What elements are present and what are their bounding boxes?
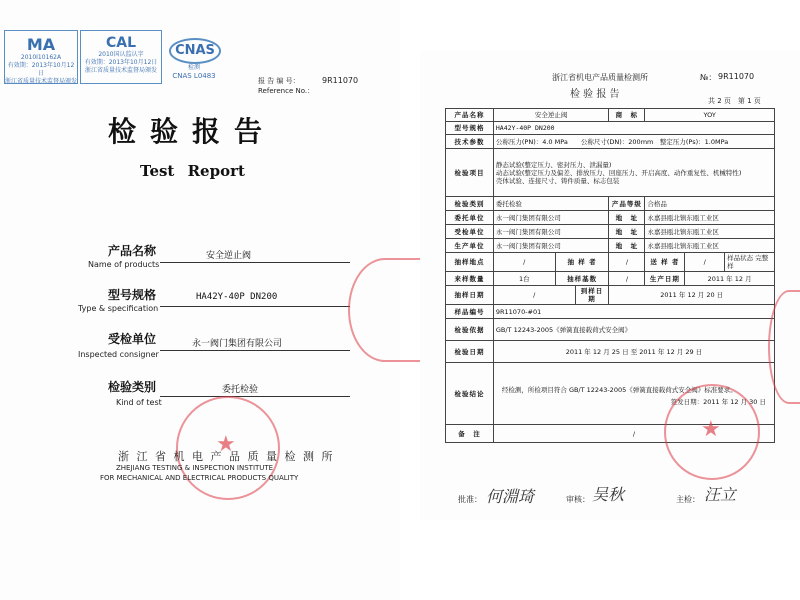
category-cell: 委托检验	[493, 197, 609, 211]
qty-cell: 1台	[493, 272, 555, 286]
sample-place-cell: /	[493, 253, 555, 272]
model-label: 型号规格	[108, 288, 157, 302]
institute-name-cn: 浙 江 省 机 电 产 品 质 量 检 测 所	[118, 450, 335, 463]
institute-name-en1: ZHEJIANG TESTING & INSPECTION INSTITUTE	[116, 464, 274, 472]
model-value: HA42Y-40P DN200	[196, 292, 278, 302]
cal-logo-line2: 有效期：2013年10月12日	[84, 59, 158, 66]
institute-name-en2: FOR MECHANICAL AND ELECTRICAL PRODUCTS QUALITY	[100, 474, 299, 482]
test-kind-underline	[160, 396, 350, 397]
product-name-underline	[160, 262, 350, 263]
inspected-addr-cell: 永嘉县瓯北镇东瓯工业区	[645, 225, 775, 239]
right-report-title: 检 验 报 告	[570, 89, 620, 100]
consigner-label-en: Inspected consigner	[78, 350, 159, 359]
maker-cell: 永一阀门集团有限公司	[493, 239, 609, 253]
sign-date-label: 签发日期：	[670, 397, 704, 406]
basis-header: 检验依据	[446, 319, 494, 341]
inspected-header: 受检单位	[446, 225, 494, 239]
reviewer-signature: 吴秋	[592, 485, 625, 504]
review-label: 审核：	[566, 495, 590, 504]
cma-logo-line2: 有效期：2013年10月12日	[7, 62, 75, 77]
cnas-logo-line1: 检测	[187, 64, 200, 71]
params-cell: 公称压力(PN)：4.0 MPa 公称尺寸(DN)：200mm 整定压力(Ps)：1.0MPa	[493, 135, 774, 149]
chief-signature: 汪立	[704, 485, 737, 504]
model-underline	[160, 306, 350, 307]
sample-state-cell	[725, 253, 775, 272]
grade-header: 产品等级	[609, 197, 645, 211]
test-date-cell	[493, 341, 774, 363]
seam-seal-left	[348, 258, 422, 362]
sample-state-value: 完整样	[727, 254, 769, 270]
cnas-logo	[164, 30, 224, 82]
cal-logo-line3: 浙江省质量技术监督局颁发	[84, 67, 157, 74]
conclusion-text: 经检测，所检项目符合 GB/T 12243-2005《弹簧直接载荷式安全阀》标准要求。	[501, 385, 737, 394]
inspected-cell: 永一阀门集团有限公司	[493, 225, 609, 239]
test-kind-value: 委托检验	[222, 385, 259, 395]
cma-logo-line1: 2010I10162A	[20, 54, 62, 61]
test-kind-label: 检验类别	[108, 380, 157, 394]
item-line: 壳体试验、连接尺寸、铸件质量、标志包装	[495, 176, 620, 185]
cma-logo	[4, 30, 78, 84]
test-kind-label-en: Kind of test	[116, 398, 162, 407]
item-line: 静态试验(整定压力、密封压力、泄漏量)	[495, 160, 612, 169]
consignor-addr-header: 地 址	[609, 211, 645, 225]
model-label-en: Type & specification	[78, 304, 159, 313]
sample-no-cell: 9R11070-#01	[493, 305, 774, 319]
trademark-header: 商 标	[609, 109, 645, 122]
product-name-value: 安全逆止阀	[206, 251, 252, 261]
trademark-cell: YOY	[645, 109, 775, 122]
base-cell: /	[609, 272, 645, 286]
sampler-header: 抽 样 者	[555, 253, 609, 272]
maker-addr-cell: 永嘉县瓯北镇东瓯工业区	[645, 239, 775, 253]
chief-label: 主检：	[676, 495, 700, 504]
category-header: 检验类别	[446, 197, 494, 211]
sampler-cell: /	[609, 253, 645, 272]
remark-header: 备 注	[446, 425, 494, 443]
sample-place-header: 抽样地点	[446, 253, 494, 272]
consignor-addr-cell: 永嘉县瓯北镇东瓯工业区	[645, 211, 775, 225]
maker-header: 生产单位	[446, 239, 494, 253]
model-header: 型号规格	[446, 122, 494, 135]
sample-date-header: 抽样日期	[446, 286, 494, 305]
items-cell	[493, 149, 774, 197]
product-name-label: 产品名称	[108, 244, 157, 258]
sample-no-header: 样品编号	[446, 305, 494, 319]
right-report-no-label: №：	[700, 73, 717, 82]
right-report-no: 9R11070	[718, 72, 755, 81]
approve-label: 批准：	[458, 495, 482, 504]
report-no-label-en: Reference No.：	[258, 87, 315, 95]
sender-cell: /	[685, 253, 725, 272]
product-name-label-en: Name of products	[88, 260, 160, 269]
cma-logo-line3: 浙江省质量技术监督局颁发	[5, 78, 78, 85]
cal-logo-line1: 2010国认监认字	[98, 51, 144, 58]
model-cell: HA42Y-40P DN200	[493, 122, 774, 135]
maker-addr-header: 地 址	[609, 239, 645, 253]
conclusion-header: 检验结论	[446, 363, 494, 425]
basis-cell: GB/T 12243-2005《弹簧直接载荷式安全阀》	[493, 319, 774, 341]
consignor-cell: 永一阀门集团有限公司	[493, 211, 609, 225]
sample-state-label: 样品状态	[727, 254, 754, 262]
arrive-header: 到样日期	[575, 286, 609, 305]
prod-date-header: 生产日期	[645, 272, 685, 286]
inspected-addr-header: 地 址	[609, 225, 645, 239]
remark-cell: /	[493, 425, 774, 443]
consigner-label: 受检单位	[108, 332, 157, 346]
page-info: 共 2 页 第 1 页	[708, 97, 761, 105]
consignor-header: 委托单位	[446, 211, 494, 225]
sender-header: 送 样 者	[645, 253, 685, 272]
product-name-cell: 安全逆止阀	[493, 109, 609, 122]
params-header: 技术参数	[446, 135, 494, 149]
report-title-en: Test Report	[140, 162, 245, 180]
consigner-value: 永一阀门集团有限公司	[192, 339, 283, 349]
right-institute-name: 浙江省机电产品质量检测所	[552, 73, 648, 82]
cnas-logo-mark: CNAS	[169, 38, 221, 64]
seal-star-icon: ★	[701, 417, 721, 442]
conclusion-seal	[664, 384, 760, 480]
prod-date-cell: 2011 年 12 月	[685, 272, 775, 286]
report-title-cn: 检验报告	[108, 115, 277, 148]
item-line: 动态试验(整定压力及偏差、排放压力、回座压力、开启高度、动作重复性、机械特性)	[495, 168, 742, 177]
test-date-from: 2011 年 12 月 25 日	[565, 347, 629, 356]
sign-date: 2011 年 12 月 30 日	[703, 397, 766, 406]
report-no-label-cn: 报 告 编 号：	[258, 77, 300, 85]
consigner-underline	[160, 350, 350, 351]
report-no: 9R11070	[322, 76, 359, 85]
grade-cell: 合格品	[645, 197, 775, 211]
sample-date-cell: /	[493, 286, 575, 305]
test-date-to: 2011 年 12 月 29 日	[639, 347, 703, 356]
base-header: 抽样基数	[555, 272, 609, 286]
cma-logo-mark: MA	[26, 35, 56, 54]
product-name-header: 产品名称	[446, 109, 494, 122]
seal-star-icon: ★	[216, 432, 236, 457]
approver-signature: 何淵琦	[486, 487, 535, 506]
test-date-to-label: 至	[630, 347, 638, 356]
cal-logo-mark: CAL	[105, 35, 137, 51]
test-date-header: 检验日期	[446, 341, 494, 363]
qty-header: 来样数量	[446, 272, 494, 286]
cal-logo	[80, 30, 162, 84]
arrive-cell: 2011 年 12 月 20 日	[609, 286, 775, 305]
items-header: 检验项目	[446, 149, 494, 197]
cnas-logo-line2: CNAS L0483	[172, 72, 216, 80]
